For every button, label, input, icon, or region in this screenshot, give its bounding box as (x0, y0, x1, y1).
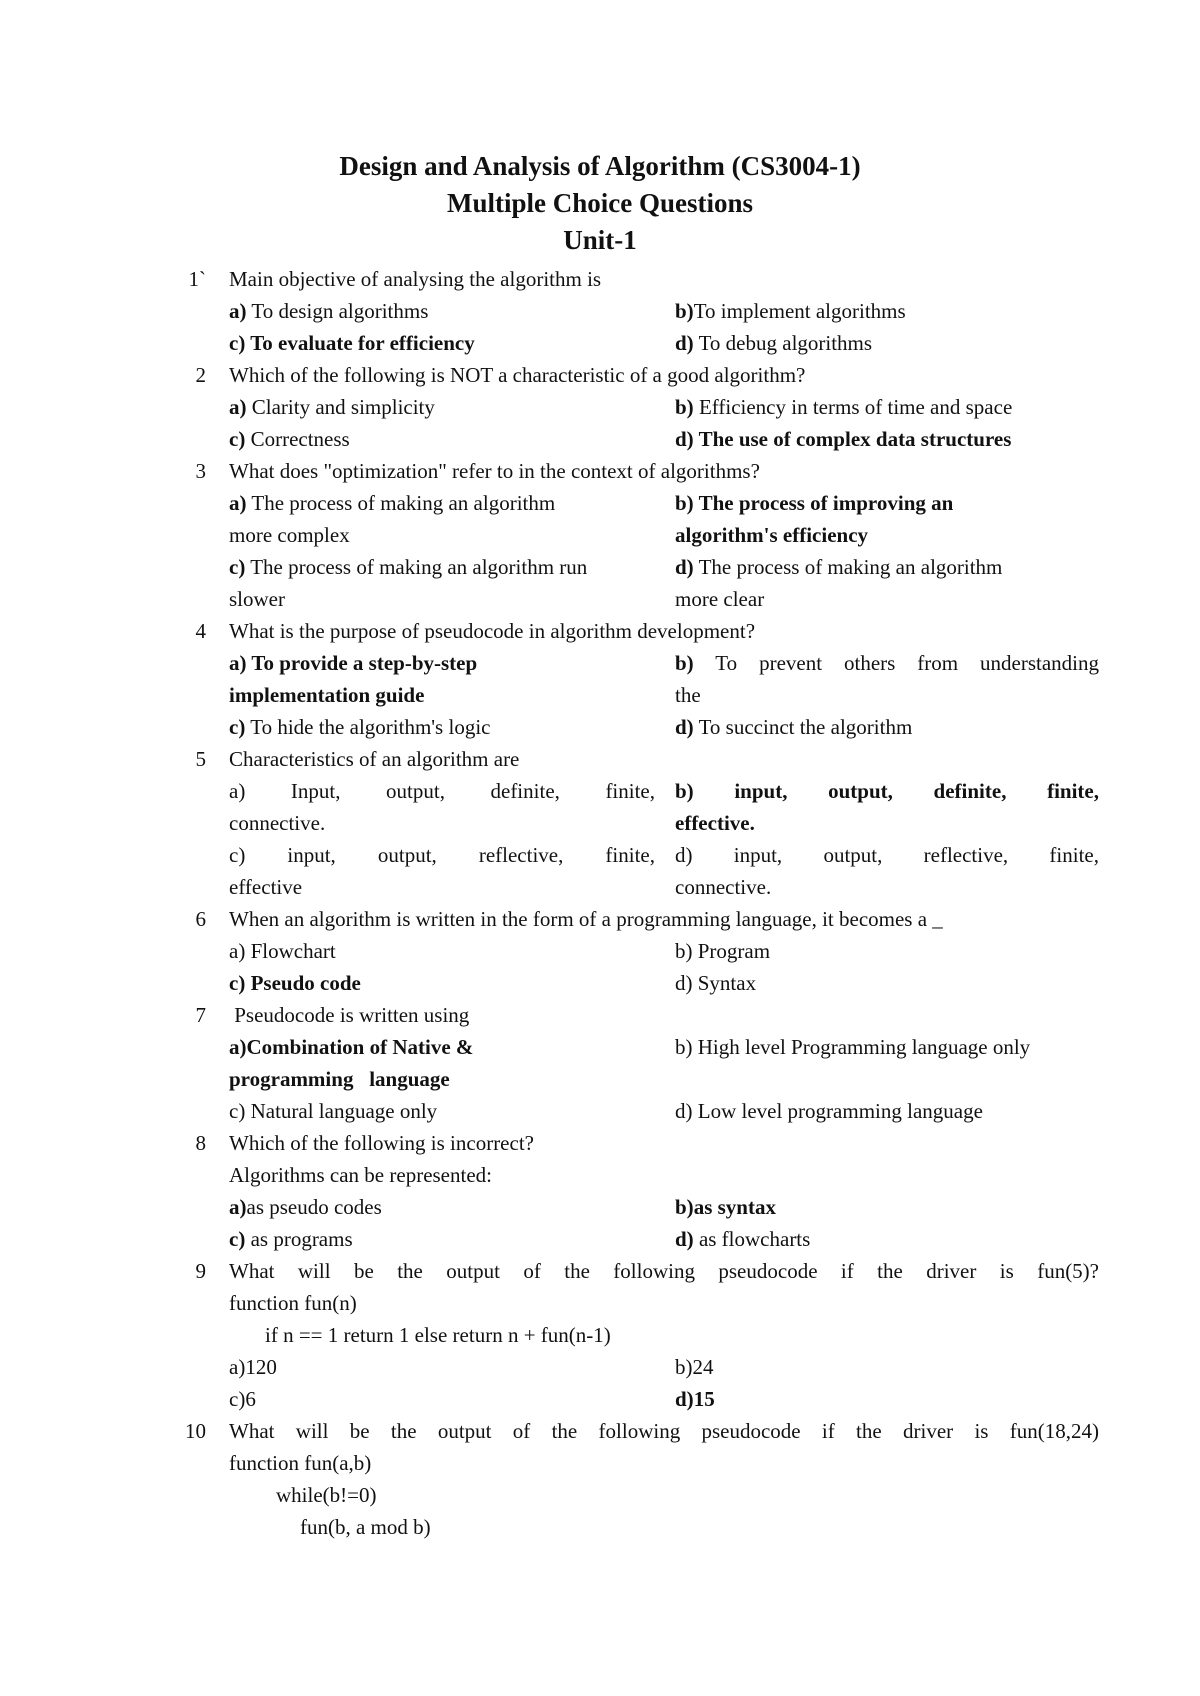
option-c: c) To hide the algorithm's logic (229, 715, 491, 739)
question-number: 8 (195, 1131, 206, 1155)
option-c: c) input, output, reflective, finite, effective (229, 843, 655, 899)
option-a-answer: a) To provide a step-by-step implementation guide (229, 651, 478, 707)
option-c-answer: c) Pseudo code (229, 971, 361, 995)
code-line: fun(b, a mod b) (300, 1515, 431, 1539)
question-stem: What will be the output of the following pseudocode if the driver is fun(18,24) (229, 1419, 1099, 1443)
option-d: d) Low level programming language (675, 1099, 983, 1123)
code-line: function fun(a,b) (229, 1451, 372, 1475)
option-a: a) The process of making an algorithm more complex (229, 491, 556, 547)
question-stem: Which of the following is NOT a characteristic of a good algorithm? (229, 363, 806, 387)
option-b-answer: b) The process of improving an algorithm's efficiency (675, 491, 954, 547)
option-d: d) Syntax (675, 971, 757, 995)
option-d: d) To debug algorithms (675, 331, 873, 355)
option-b: b) Efficiency in terms of time and space (675, 395, 1013, 419)
question-number: 4 (195, 619, 206, 643)
question-stem: Main objective of analysing the algorithm is (229, 267, 602, 291)
document-title: Design and Analysis of Algorithm (CS3004-1) (339, 151, 861, 181)
option-b-answer: b) input, output, definite, finite, effective. (675, 779, 1100, 835)
question-6 (0, 903, 1200, 999)
option-b: b) High level Programming language only (675, 1035, 1031, 1059)
question-number: 7 (195, 1003, 206, 1027)
option-c: c) as programs (229, 1227, 353, 1251)
code-line: if n == 1 return 1 else return n + fun(n-1) (265, 1323, 611, 1347)
option-a: a) Input, output, definite, finite, connective. (229, 779, 656, 835)
option-d-answer: d) The use of complex data structures (675, 427, 1012, 451)
option-d: d) The process of making an algorithm more clear (675, 555, 1003, 611)
option-a: a) Clarity and simplicity (229, 395, 435, 419)
question-3 (0, 455, 1200, 615)
option-d: d) input, output, reflective, finite, connective. (675, 843, 1099, 899)
question-number: 2 (195, 363, 206, 387)
question-number: 9 (195, 1259, 206, 1283)
document-subtitle: Multiple Choice Questions (446, 188, 753, 218)
question-10 (0, 1415, 1200, 1543)
question-8 (0, 1127, 1200, 1255)
code-line: function fun(n) (229, 1291, 357, 1315)
option-d-answer: d)15 (675, 1387, 715, 1411)
question-stem: Characteristics of an algorithm are (229, 747, 520, 771)
option-c: c) The process of making an algorithm run slower (229, 555, 588, 611)
option-c: c) Natural language only (229, 1099, 438, 1123)
question-5 (0, 743, 1200, 903)
question-number: 3 (195, 459, 206, 483)
code-line: while(b!=0) (276, 1483, 377, 1507)
option-a: a) Flowchart (229, 939, 336, 963)
option-c: c)6 (229, 1387, 256, 1411)
option-a: a) To design algorithms (229, 299, 429, 323)
question-stem-continued: Algorithms can be represented: (229, 1163, 492, 1187)
question-stem: Which of the following is incorrect? (229, 1131, 534, 1155)
option-a-answer: a)Combination of Native & programming language (229, 1035, 474, 1091)
question-stem: What does "optimization" refer to in the context of algorithms? (229, 459, 760, 483)
question-stem: What will be the output of the following pseudocode if the driver is fun(5)? (229, 1259, 1099, 1283)
question-number: 1` (188, 267, 206, 291)
document-header (0, 148, 1200, 259)
question-1 (0, 263, 1200, 359)
question-number: 5 (195, 747, 206, 771)
option-d: d) To succinct the algorithm (675, 715, 913, 739)
option-a: a)as pseudo codes (229, 1195, 382, 1219)
question-9 (0, 1255, 1200, 1415)
question-number: 6 (195, 907, 206, 931)
question-list (0, 263, 1200, 1543)
option-d: d) as flowcharts (675, 1227, 811, 1251)
option-c-answer: c) To evaluate for efficiency (229, 331, 475, 355)
option-b: b) Program (675, 939, 771, 963)
option-b-answer: b)as syntax (675, 1195, 776, 1219)
question-stem: What is the purpose of pseudocode in algorithm development? (229, 619, 756, 643)
option-b: b) To prevent others from understanding the (675, 651, 1100, 707)
question-stem: Pseudocode is written using (234, 1003, 470, 1027)
question-2 (0, 359, 1200, 455)
question-stem: When an algorithm is written in the form of a programming language, it becomes a _ (229, 907, 943, 931)
option-b: b)To implement algorithms (675, 299, 906, 323)
option-b: b)24 (675, 1355, 714, 1379)
question-4 (0, 615, 1200, 743)
question-7 (0, 999, 1200, 1127)
question-number: 10 (185, 1419, 206, 1443)
option-a: a)120 (229, 1355, 277, 1379)
option-c: c) Correctness (229, 427, 350, 451)
unit-heading: Unit-1 (563, 225, 637, 255)
